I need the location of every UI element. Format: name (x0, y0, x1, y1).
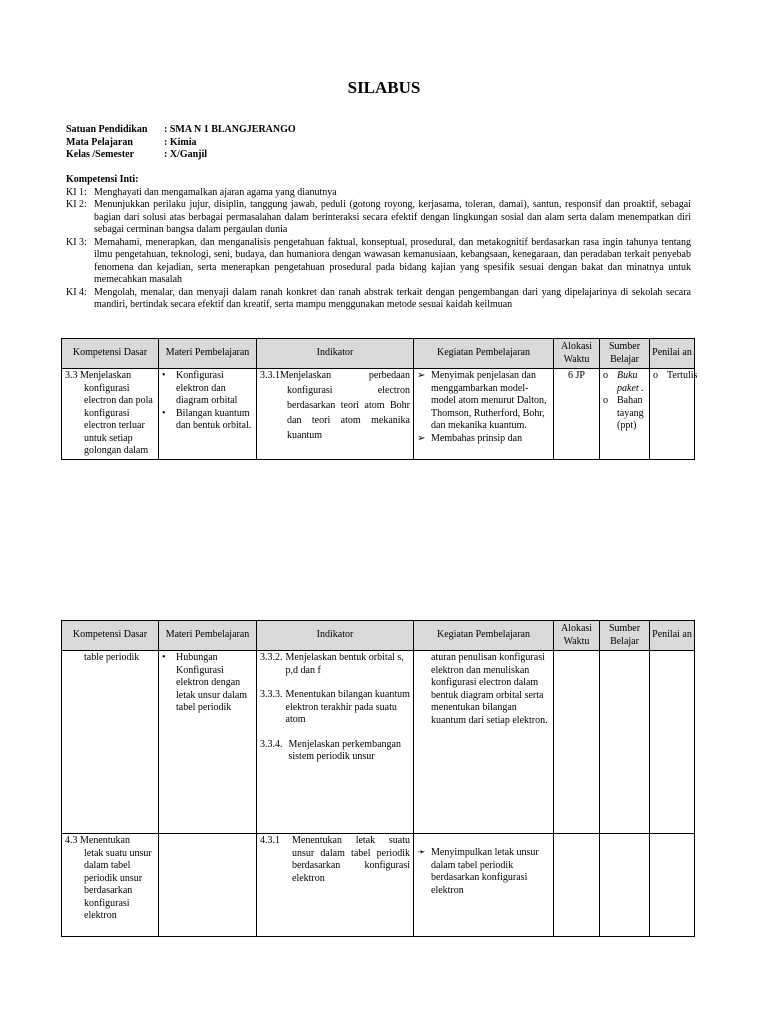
list-item (260, 689, 410, 727)
class-label: Kelas /Semester (66, 149, 135, 160)
info-row-class (66, 149, 296, 162)
indikator-number: 3.3.1 (260, 370, 280, 381)
syllabus-table-1 (61, 338, 698, 460)
cell-sumber (600, 651, 650, 834)
list-item (603, 370, 646, 395)
indikator-text: Menentukan bilangan kuantum elektron terakhir pada suatu atom (285, 689, 410, 725)
header-alokasi: Alokasi Waktu (554, 621, 600, 651)
syllabus-table-2 (61, 620, 695, 937)
indikator-number: 3.3.2. (260, 652, 283, 663)
ki-number: KI 4: (66, 286, 87, 298)
table-row (62, 651, 695, 834)
indikator-number: 4.3.1 (260, 835, 280, 846)
list-item (162, 408, 253, 433)
cell-materi (159, 834, 257, 937)
kd-rest: letak suatu unsur dalam tabel periodik unsur berdasarkan konfigurasi elektron (84, 847, 152, 921)
ki-item (66, 199, 691, 237)
header-sumber: Sumber Belajar (600, 339, 650, 369)
table-header-row (62, 621, 695, 651)
indikator-text: Menentukan letak suatu unsur dalam tabel periodik berdasarkan konfigurasi elektron (292, 835, 410, 884)
cell-kompetensi-dasar (62, 834, 159, 937)
list-item (260, 652, 410, 677)
kegiatan-text: Menyimak penjelasan dan menggambarkan model-model atom menurut Dalton, Thomson, Rutherford, Bohr, dan mekanika kuantum. (431, 370, 547, 431)
cell-alokasi (554, 651, 600, 834)
subject-value: : Kimia (164, 136, 197, 148)
ki-text: Menunjukkan perilaku jujur, disiplin, tanggung jawab, peduli (gotong royong, kerjasama, toleran, damai), santun, responsif dan proaktif, sebagai bagian dari solusi atas berbagai permasalahan dalam berinteraksi secara efektif dengan lingkungan sosial dan alam serta dalam menempatkan diri sebagai cerminan bangsa dalam pergaulan dunia (94, 199, 691, 235)
circle-bullet-icon: o (653, 370, 658, 381)
kd-number: 4.3 (65, 835, 78, 846)
cell-kegiatan (414, 834, 554, 937)
list-item (260, 739, 410, 764)
circle-bullet-icon: o (603, 370, 608, 381)
header-materi: Materi Pembelajaran (159, 339, 257, 369)
ki-number: KI 1: (66, 186, 87, 198)
indikator-text: Menjelaskan bentuk orbital s, p,d dan f (285, 652, 404, 676)
kegiatan-text: Menyimpulkan letak unsur dalam tabel periodik berdasarkan konfigurasi elektron (431, 847, 539, 896)
list-item (162, 652, 253, 715)
materi-text: Bilangan kuantum dan bentuk orbital. (176, 407, 252, 431)
kompetensi-inti (66, 174, 691, 312)
penilaian-text: Tertulis (667, 370, 698, 381)
ki-number: KI 2: (66, 199, 87, 210)
table-row (62, 369, 695, 460)
table-header-row (62, 339, 695, 369)
sumber-text: Bahan tayang (ppt) (617, 395, 644, 431)
bullet-icon: • (162, 407, 166, 419)
list-item (417, 835, 550, 897)
header-indikator: Indikator (257, 621, 414, 651)
kd-first: Menjelaskan (80, 370, 132, 381)
cell-indikator (257, 651, 414, 834)
header-penilaian: Penilai an (650, 621, 695, 651)
kd-text: table periodik (84, 652, 140, 663)
ki-item (66, 287, 691, 312)
list-item (417, 370, 550, 433)
indikator-number: 3.3.3. (260, 689, 283, 700)
document-title: SILABUS (347, 78, 421, 97)
header-materi: Materi Pembelajaran (159, 621, 257, 651)
table-row (62, 834, 695, 937)
list-item (260, 835, 410, 885)
arrow-bullet-icon: ➛ (417, 847, 426, 858)
cell-sumber (600, 834, 650, 937)
info-row-subject (66, 137, 296, 150)
arrow-bullet-icon: ➢ (417, 370, 426, 381)
kd-first: Menentukan (80, 835, 130, 846)
cell-materi (159, 369, 257, 460)
circle-bullet-icon: o (603, 395, 608, 406)
cell-penilaian (650, 369, 698, 460)
kd-number: 3.3 (65, 370, 78, 381)
cell-materi (159, 651, 257, 834)
cell-alokasi: 6 JP (554, 369, 600, 460)
header-kompetensi-dasar: Kompetensi Dasar (62, 621, 159, 651)
header-kegiatan: Kegiatan Pembelajaran (414, 339, 554, 369)
indikator-first: Menjelaskan perbedaan (280, 370, 410, 381)
ki-item (66, 237, 691, 287)
school-value: : SMA N 1 BLANGJERANGO (164, 124, 296, 135)
ki-item (66, 187, 691, 200)
header-sumber: Sumber Belajar (600, 621, 650, 651)
materi-text: Konfigurasi elektron dan diagram orbital (176, 370, 238, 406)
school-label: Satuan Pendidikan (66, 124, 148, 135)
ki-number: KI 3: (66, 236, 87, 248)
list-item (603, 395, 646, 433)
kegiatan-text: aturan penulisan konfigurasi elektron dan menuliskan konfigurasi electron dalam bentuk diagram orbital serta menentukan bilangan kuantum dari setiap elektron. (431, 652, 548, 726)
indikator-text: Menjelaskan perkembangan sistem periodik unsur (288, 738, 401, 762)
cell-indikator (257, 369, 414, 460)
header-alokasi: Alokasi Waktu (554, 339, 600, 369)
cell-kegiatan (414, 651, 554, 834)
bullet-icon: • (162, 652, 166, 663)
sumber-text: Buku paket . (617, 370, 644, 394)
kegiatan-text: Membahas prinsip dan (431, 432, 523, 444)
indikator-number: 3.3.4. (260, 738, 283, 750)
cell-alokasi (554, 834, 600, 937)
cell-sumber (600, 369, 650, 460)
cell-kegiatan (414, 369, 554, 460)
header-kegiatan: Kegiatan Pembelajaran (414, 621, 554, 651)
ki-text: Memahami, menerapkan, dan menganalisis pengetahuan faktual, konseptual, prosedural, dan metakognitif berdasarkan rasa ingin tahunya tentang ilmu pengetahuan, teknologi, seni, budaya, dan humaniora dengan wawasan kemanusiaan, kebangsaan, kenegaraan, dan peradaban terkait penyebab fenomena dan kejadian, serta menerapkan pengetahuan prosedural pada bidang kajian yang spesifik sesuai dengan bakat dan minatnya untuk memecahkan masalah (94, 236, 691, 285)
indikator-rest: konfigurasi electron berdasarkan teori atom Bohr dan teori atom mekanika kuantum (287, 384, 410, 441)
document-info (66, 124, 296, 162)
cell-penilaian (650, 651, 695, 834)
info-row-school (66, 124, 296, 137)
cell-penilaian (650, 834, 695, 937)
arrow-bullet-icon: ➢ (417, 432, 426, 444)
bullet-icon: • (162, 370, 166, 381)
class-value: : X/Ganjil (164, 149, 208, 160)
subject-label: Mata Pelajaran (66, 136, 133, 148)
materi-text: Hubungan Konfigurasi elektron dengan letak unsur dalam tabel periodik (176, 652, 248, 713)
ki-heading: Kompetensi Inti: (66, 174, 139, 185)
ki-text: Menghayati dan mengamalkan ajaran agama yang dianutnya (94, 186, 337, 198)
cell-kompetensi-dasar (62, 369, 159, 460)
header-indikator: Indikator (257, 339, 414, 369)
header-penilaian: Penilai an (650, 339, 695, 369)
kd-rest: konfigurasi electron dan pola konfigurasi electron terluar untuk setiap golongan dalam (84, 382, 153, 456)
list-item (653, 370, 698, 383)
ki-text: Mengolah, menalar, dan menyaji dalam ranah konkret dan ranah abstrak terkait dengan pengembangan dari yang dipelajarinya di sekolah secara mandiri, bertindak secara efektif dan kreatif, serta mampu menggunakan metode sesuai kaidah keilmuan (94, 286, 691, 310)
list-item (417, 433, 550, 446)
cell-kompetensi-dasar (62, 651, 159, 834)
list-item (162, 370, 253, 408)
cell-indikator (257, 834, 414, 937)
header-kompetensi-dasar: Kompetensi Dasar (62, 339, 159, 369)
